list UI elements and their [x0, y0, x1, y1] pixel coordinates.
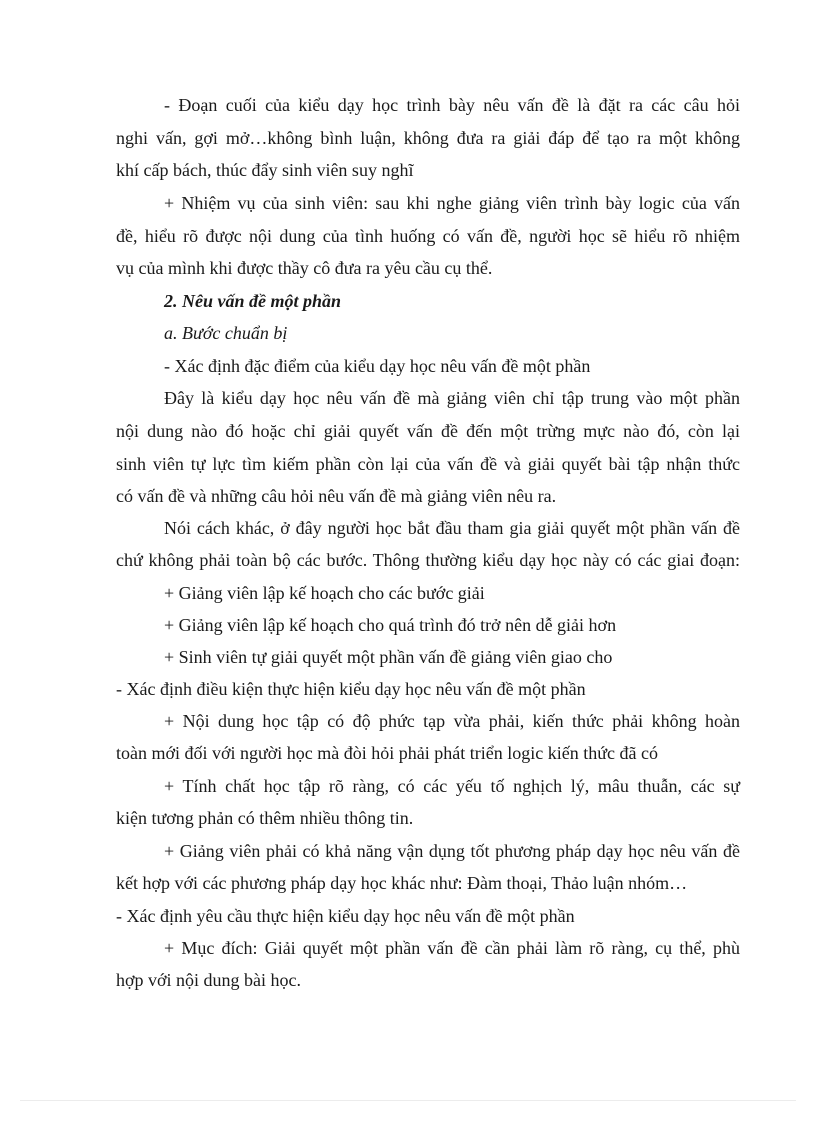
text-line: Nói cách khác, ở đây người học bắt đầu tham gia giải quyết một phần vấn đề: [164, 518, 740, 538]
text-line: kiện tương phản có thêm nhiều thông tin.: [116, 808, 414, 828]
text-line: chứ không phải toàn bộ các bước. Thông thường kiểu dạy học này có các giai đoạn:: [116, 550, 740, 570]
page-bottom-divider: [20, 1100, 796, 1101]
text-line: - Xác định đặc điểm của kiểu dạy học nêu vấn đề một phần: [164, 356, 591, 376]
text-line: - Xác định điều kiện thực hiện kiểu dạy học nêu vấn đề một phần: [116, 679, 586, 699]
text-line: nội dung nào đó hoặc chỉ giải quyết vấn đề đến một trừng mực nào đó, còn lại: [116, 421, 740, 441]
text-line: + Giảng viên lập kế hoạch cho các bước giải: [164, 583, 485, 603]
text-line: toàn mới đối với người học mà đòi hỏi phải phát triển logic kiến thức đã có: [116, 743, 658, 763]
text-line: sinh viên tự lực tìm kiếm phần còn lại của vấn đề và giải quyết bài tập nhận thức: [116, 454, 740, 474]
text-line: + Giảng viên lập kế hoạch cho quá trình đó trở nên dễ giải hơn: [164, 615, 617, 635]
text-line: nghi vấn, gợi mở…không bình luận, không đưa ra giải đáp để tạo ra một không: [116, 128, 740, 148]
text-line: - Xác định yêu cầu thực hiện kiểu dạy học nêu vấn đề một phần: [116, 906, 575, 926]
section-heading: 2. Nêu vấn đề một phần: [164, 291, 342, 311]
text-line: có vấn đề và những câu hỏi nêu vấn đề mà giảng viên nêu ra.: [116, 486, 557, 506]
text-line: + Nội dung học tập có độ phức tạp vừa phải, kiến thức phải không hoàn: [164, 711, 740, 731]
text-line: + Giảng viên phải có khả năng vận dụng tốt phương pháp dạy học nêu vấn đề: [164, 841, 740, 861]
text-line: + Tính chất học tập rõ ràng, có các yếu tố nghịch lý, mâu thuẫn, các sự: [164, 776, 740, 796]
text-line: kết hợp với các phương pháp dạy học khác như: Đàm thoại, Thảo luận nhóm…: [116, 873, 688, 893]
text-line: + Nhiệm vụ của sinh viên: sau khi nghe giảng viên trình bày logic của vấn: [164, 193, 740, 213]
text-line: đề, hiểu rõ được nội dung của tình huống có vấn đề, người học sẽ hiểu rõ nhiệm: [116, 226, 740, 246]
text-line: vụ của mình khi được thầy cô đưa ra yêu cầu cụ thể.: [116, 258, 493, 278]
text-line: Đây là kiểu dạy học nêu vấn đề mà giảng viên chỉ tập trung vào một phần: [164, 388, 740, 408]
text-line: + Mục đích: Giải quyết một phần vấn đề cần phải làm rõ ràng, cụ thể, phù: [164, 938, 740, 958]
text-line: + Sinh viên tự giải quyết một phần vấn đề giảng viên giao cho: [164, 647, 613, 667]
subsection-heading: a. Bước chuẩn bị: [164, 323, 288, 343]
text-line: - Đoạn cuối của kiểu dạy học trình bày nêu vấn đề là đặt ra các câu hỏi: [164, 95, 740, 115]
text-line: khí cấp bách, thúc đẩy sinh viên suy nghĩ: [116, 160, 414, 180]
text-line: hợp với nội dung bài học.: [116, 970, 302, 990]
